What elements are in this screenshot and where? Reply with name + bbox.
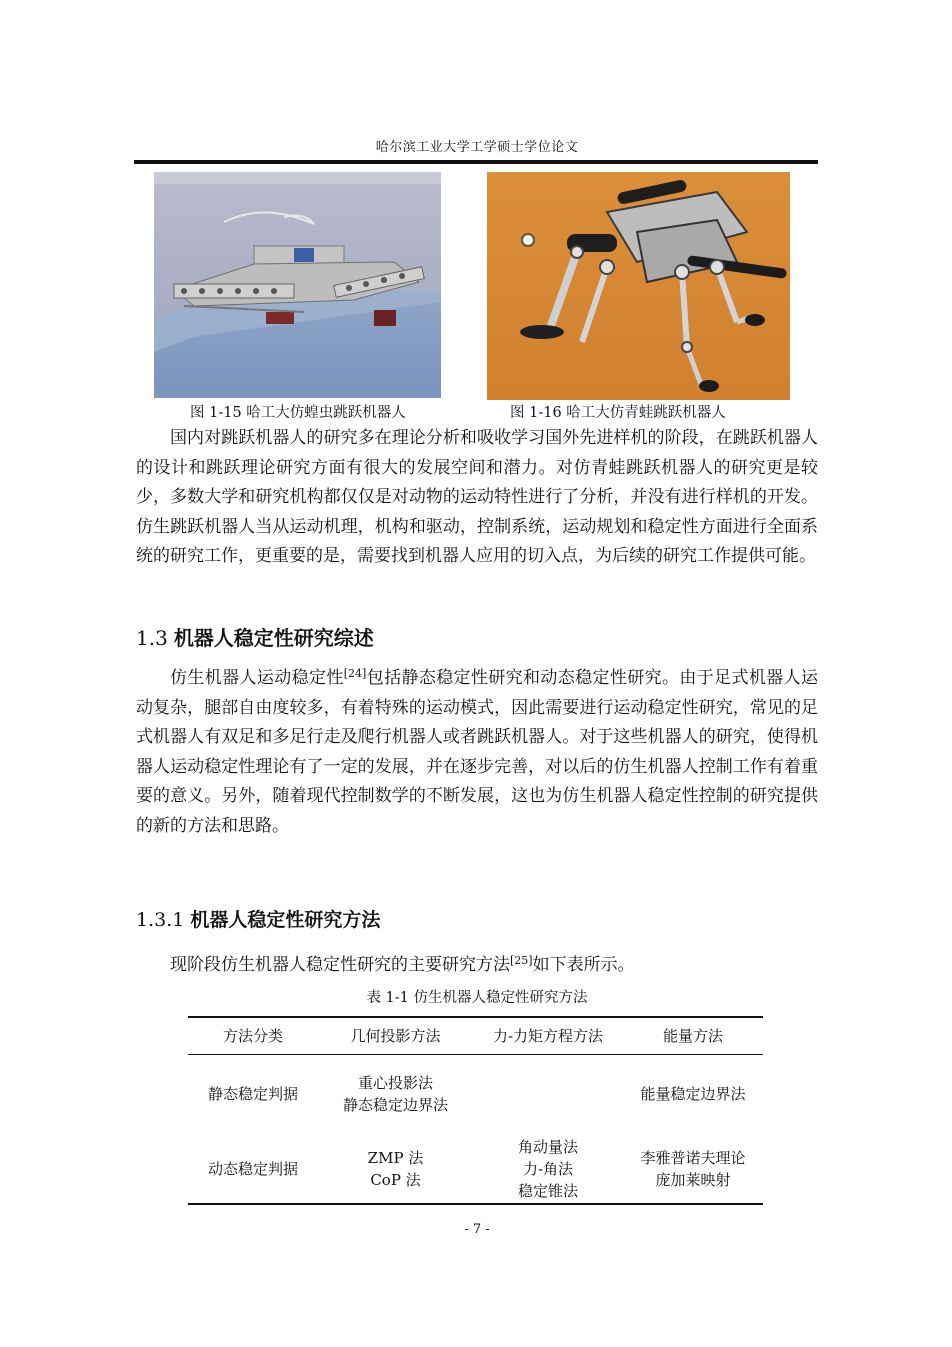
method-item: 力-角法 [522,1159,574,1178]
table-cell [473,1134,623,1204]
table-header-cell: 能量方法 [623,1017,763,1054]
citation-ref: [25] [510,954,533,967]
method-item: 李雅普诺夫理论 [640,1148,746,1167]
subsection-title: 机器人稳定性研究方法 [190,909,381,931]
method-item: 能量稳定边界法 [640,1085,746,1104]
table-caption: 表 1-1 仿生机器人稳定性研究方法 [366,990,588,1006]
table-header-row [188,1017,763,1054]
table-row [188,1134,763,1204]
table-cell [318,1134,473,1204]
method-item: 静态稳定边界法 [342,1096,448,1115]
body-paragraph: 国内对跳跃机器人的研究多在理论分析和吸收学习国外先进样机的阶段，在跳跃机器人的设计和跳跃理论研究方面有很大的发展空间和潜力。对仿青蛙跳跃机器人的研究更是较少，多数大学和研究机构都仅仅是对动物的运动特性进行了分析，并没有进行样机的开发。仿生跳跃机器人当从运动机理，机构和驱动，控制系统，运动规划和稳定性方面进行全面系统的研究工作，更重要的是，需要找到机器人应用的切入点，为后续的研究工作提供可能。 [136,428,818,567]
table-cell [623,1054,763,1134]
frog-robot-photo [487,172,790,400]
table-cell: 静态稳定判据 [207,1085,298,1104]
table-header-cell: 方法分类 [188,1017,318,1054]
body-paragraph [136,951,818,981]
table-cell [473,1054,623,1134]
table-row [188,1054,763,1134]
section-number: 1.3 [136,626,168,650]
page-number: - 7 - [464,1222,490,1237]
section-heading [136,622,374,651]
stability-methods-table [188,1016,763,1205]
method-item: 重心投影法 [357,1074,433,1093]
section-title: 机器人稳定性研究综述 [173,626,374,650]
citation-ref: [24] [343,667,367,680]
locust-robot-photo [154,172,441,398]
method-item: CoP 法 [370,1170,421,1189]
header-rule [134,160,818,164]
subsection-number: 1.3.1 [136,909,185,931]
method-item: 稳定锥法 [517,1181,578,1200]
paragraph-text: 仿生机器人运动稳定性 [170,668,344,688]
paragraph-text: 如下表所示。 [532,955,635,975]
paragraph-text: 包括静态稳定性研究和动态稳定性研究。由于足式机器人运动复杂，腿部自由度较多，有着特殊的运动模式，因此需要进行运动稳定性研究，常见的足式机器人有双足和多足行走及爬行机器人或者跳跃机器人。对于这些机器人的研究，使得机器人运动稳定性理论有了一定的发展，并在逐步完善，对以后的仿生机器人控制工作有着重要的意义。另外，随着现代控制数学的不断发展，这也为仿生机器人稳定性控制的研究提供的新的方法和思路。 [136,668,819,836]
table-cell [318,1054,473,1134]
figure-caption-1-16: 图 1-16 哈工大仿青蛙跳跃机器人 [510,405,726,421]
subsection-heading [136,905,380,932]
table-cell [623,1134,763,1204]
running-header: 哈尔滨工业大学工学硕士学位论文 [375,140,579,155]
table-header-cell: 力-力矩方程方法 [473,1017,623,1054]
method-item: ZMP 法 [367,1148,424,1167]
method-item: 庞加莱映射 [655,1170,731,1189]
body-paragraph [136,664,818,842]
method-item: 角动量法 [517,1137,578,1156]
table-header-cell: 几何投影方法 [318,1017,473,1054]
figure-caption-1-15: 图 1-15 哈工大仿蝗虫跳跃机器人 [190,405,406,421]
paragraph-text: 现阶段仿生机器人稳定性研究的主要研究方法 [170,955,510,975]
table-cell: 动态稳定判据 [188,1134,318,1204]
